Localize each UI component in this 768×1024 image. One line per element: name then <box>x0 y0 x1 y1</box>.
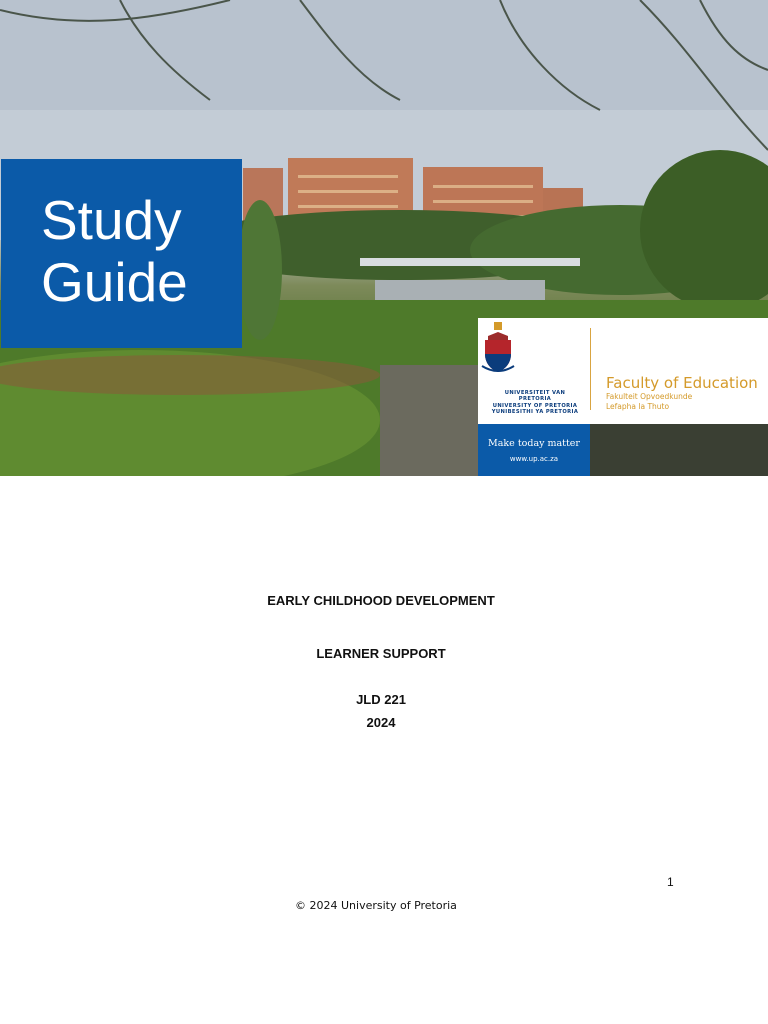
univ-line-afrikaans: UNIVERSITEIT VAN PRETORIA <box>504 390 566 403</box>
copyright-notice: © 2024 University of Pretoria <box>295 899 457 912</box>
faculty-name: Faculty of Education <box>606 374 758 392</box>
programme-title: EARLY CHILDHOOD DEVELOPMENT <box>267 593 495 608</box>
page-number: 1 <box>667 875 674 889</box>
study-guide-banner <box>1 159 242 348</box>
tagline: Make today matter <box>488 438 580 449</box>
faculty-subtitles <box>606 392 692 411</box>
faculty-logo-panel <box>478 318 768 424</box>
logo-divider <box>590 328 591 410</box>
study-title-line1: Study <box>41 189 182 251</box>
module-title: LEARNER SUPPORT <box>316 646 446 661</box>
faculty-afrikaans: Fakulteit Opvoedkunde <box>606 392 693 401</box>
module-code: JLD 221 <box>356 692 406 707</box>
university-url: www.up.ac.za <box>509 455 559 463</box>
univ-line-sepedi: YUNIBESITHI YA PRETORIA <box>491 409 579 416</box>
university-name-lines <box>490 390 580 416</box>
tagline-box <box>478 424 590 476</box>
study-title-line2: Guide <box>41 251 188 313</box>
univ-line-english: UNIVERSITY OF PRETORIA <box>492 402 578 409</box>
faculty-sepedi: Lefapha la Thuto <box>606 401 670 411</box>
cover-photo <box>0 0 768 476</box>
module-year: 2024 <box>366 715 396 730</box>
university-crest-icon <box>478 318 518 378</box>
